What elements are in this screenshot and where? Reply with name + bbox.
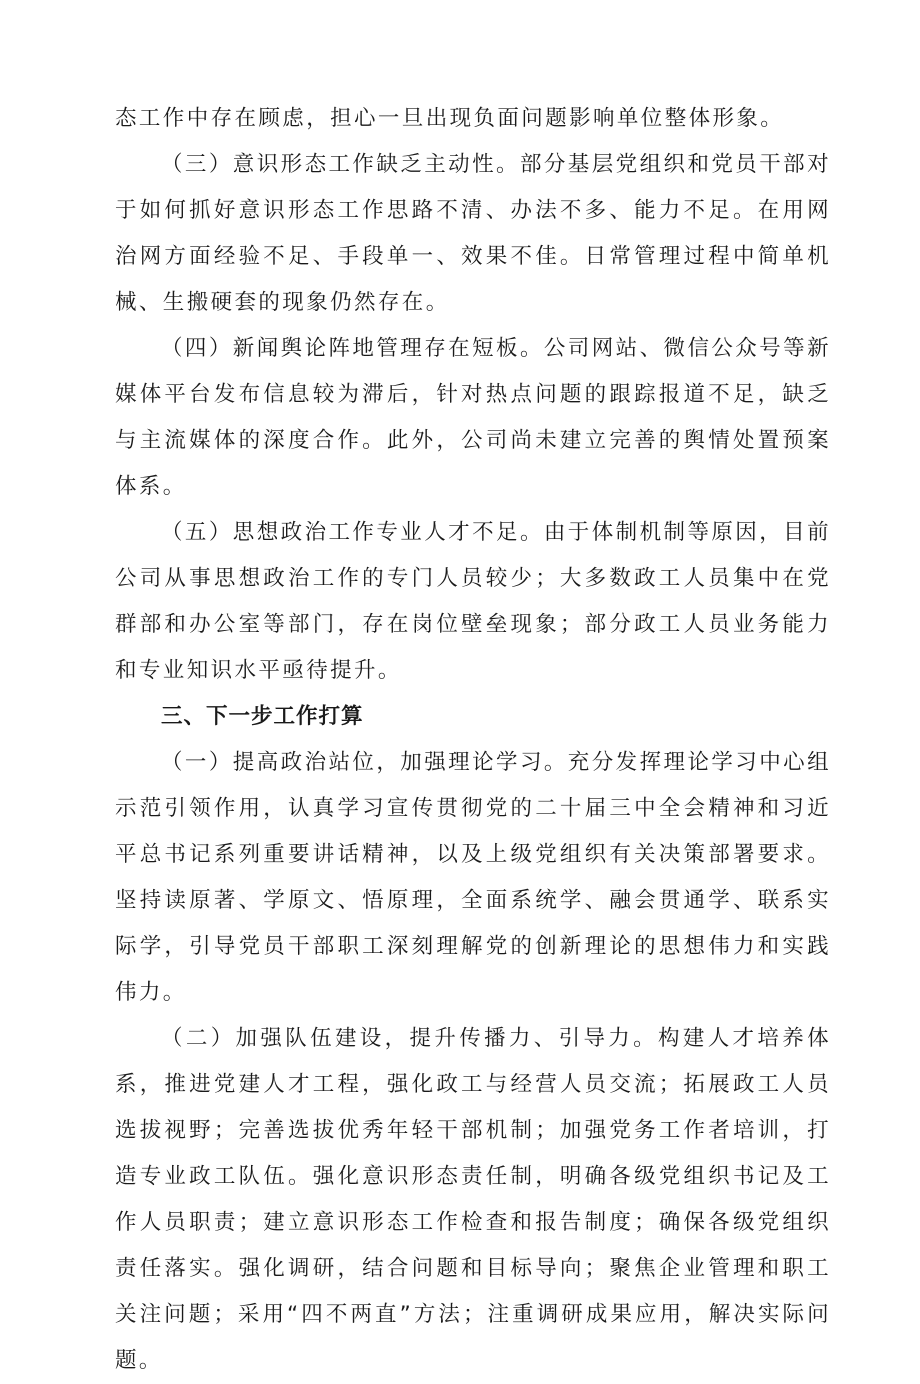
paragraph-step-1: （一）提高政治站位，加强理论学习。充分发挥理论学习中心组示范引领作用，认真学习宣传贯彻党的二十届三中全会精神和习近平总书记系列重要讲话精神，以及上级党组织有关决策部署要求。坚持读原著、学原文、悟原理，全面系统学、融会贯通学、联系实际学，引导党员干部职工深刻理解党的创新理论的思想伟力和实践伟力。	[115, 750, 831, 1005]
paragraph-section-5: （五）思想政治工作专业人才不足。由于体制机制等原因，目前公司从事思想政治工作的专门人员较少；大多数政工人员集中在党群部和办公室等部门，存在岗位壁垒现象；部分政工人员业务能力和专业知识水平亟待提升。	[115, 520, 831, 683]
section-heading-next-steps: 三、下一步工作打算	[161, 704, 364, 729]
paragraph-continuation: 态工作中存在顾虑，担心一旦出现负面问题影响单位整体形象。	[115, 106, 785, 131]
paragraph-section-4: （四）新闻舆论阵地管理存在短板。公司网站、微信公众号等新媒体平台发布信息较为滞后，针对热点问题的跟踪报道不足，缺乏与主流媒体的深度合作。此外，公司尚未建立完善的舆情处置预案体系。	[115, 336, 831, 499]
paragraph-section-3: （三）意识形态工作缺乏主动性。部分基层党组织和党员干部对于如何抓好意识形态工作思路不清、办法不多、能力不足。在用网治网方面经验不足、手段单一、效果不佳。日常管理过程中简单机械、生搬硬套的现象仍然存在。	[115, 152, 831, 315]
paragraph-step-2: （二）加强队伍建设，提升传播力、引导力。构建人才培养体系，推进党建人才工程，强化政工与经营人员交流；拓展政工人员选拔视野；完善选拔优秀年轻干部机制；加强党务工作者培训，打造专业政工队伍。强化意识形态责任制，明确各级党组织书记及工作人员职责；建立意识形态工作检查和报告制度；确保各级党组织责任落实。强化调研，结合问题和目标导向；聚焦企业管理和职工关注问题；采用“四不两直”方法；注重调研成果应用，解决实际问题。	[115, 1026, 831, 1373]
document-body	[115, 96, 831, 1384]
